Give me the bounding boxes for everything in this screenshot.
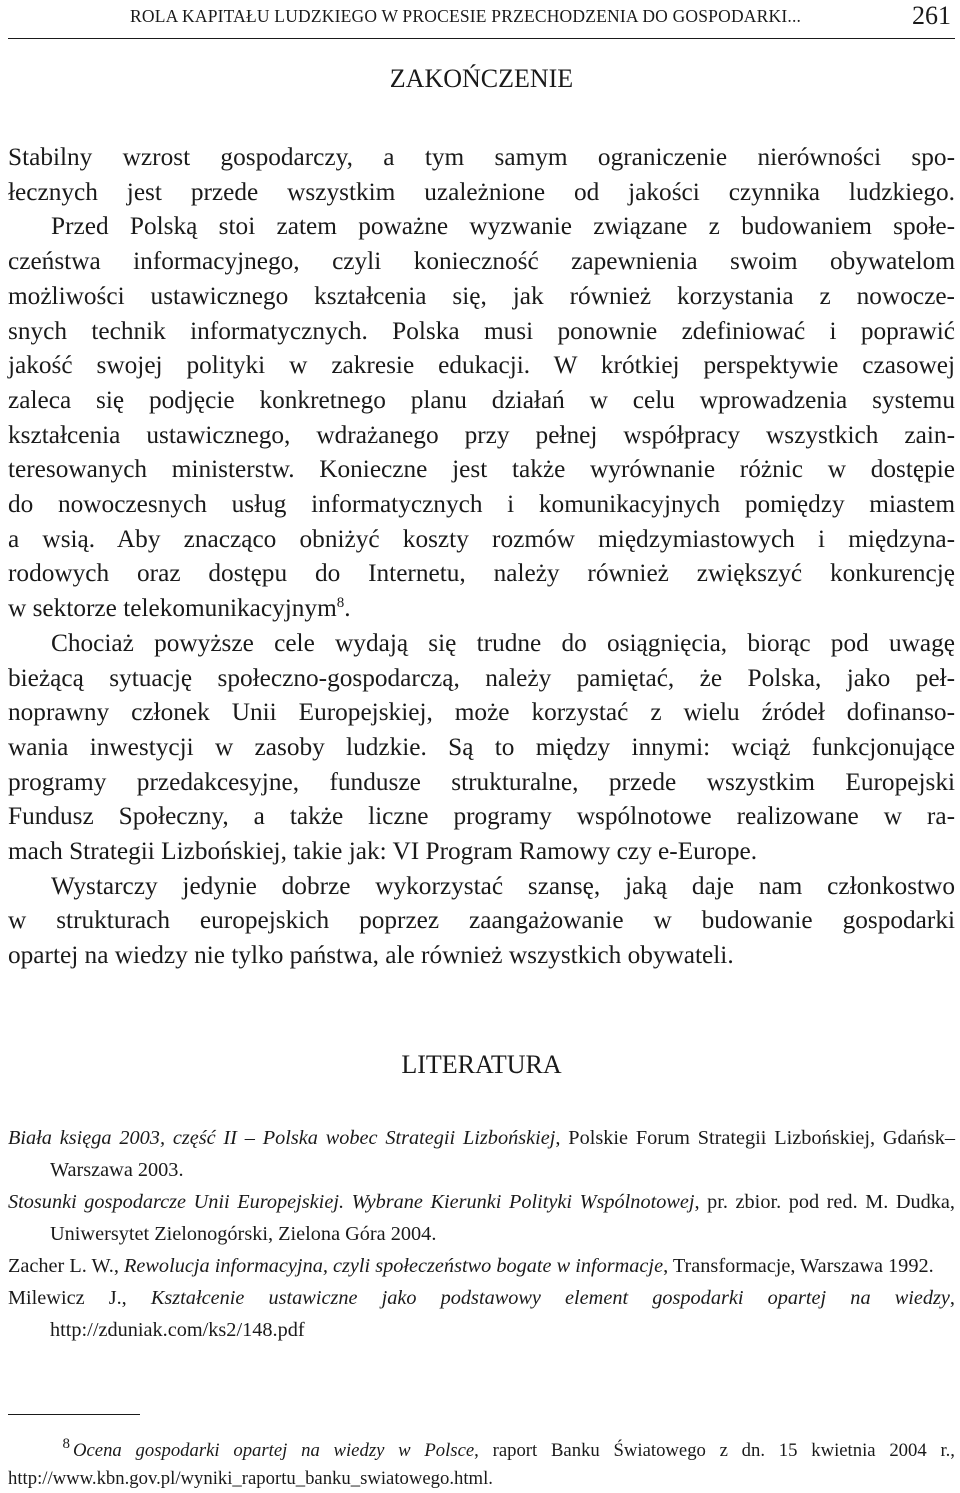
text-line: opartej na wiedzy nie tylko państwa, ale również wszystkich obywateli. [8, 941, 734, 970]
text-line: zaleca się podjęcie konkretnego planu działań w celu wprowadzenia systemu [8, 385, 955, 414]
text-line: Fundusz Społeczny, a także liczne programy wspólnotowe realizowane w ra- [8, 802, 955, 831]
text-line: noprawny członek Unii Europejskiej, może korzystać z wielu źródeł dofinanso- [8, 698, 955, 727]
footnote [8, 1430, 955, 1493]
ref-title: Biała księga 2003, część II – Polska wobec Strategii Lizbońskiej [8, 1127, 556, 1149]
footnote-number: 8 [62, 1436, 70, 1452]
text-line: Chociaż powyższe cele wydają się trudne do osiągnięcia, biorąc pod uwagę [51, 628, 955, 657]
footnote-marker [8, 1430, 73, 1465]
bibliography-entry [8, 1122, 955, 1186]
text-line: Wystarczy jedynie dobrze wykorzystać szansę, jaką daje nam członkostwo [51, 871, 955, 900]
text-line: do nowoczesnych usług informatycznych i komunikacyjnych pomiędzy miastem [8, 490, 955, 519]
text-line: Stabilny wzrost gospodarczy, a tym samym ograniczenie nierówności spo- [8, 143, 955, 171]
section-heading-literature: LITERATURA [401, 1050, 562, 1079]
footnote-ref[interactable]: 8 [336, 595, 345, 612]
running-title: ROLA KAPITAŁU LUDZKIEGO W PROCESIE PRZECHODZENIA DO GOSPODARKI... [130, 6, 802, 26]
paragraph-2 [8, 626, 955, 869]
bibliography-entry [8, 1250, 955, 1282]
bibliography [8, 1122, 955, 1346]
text-line: programy przedakcesyjne, fundusze strukturalne, przede wszystkim Europejski [8, 767, 955, 796]
footnote-divider [8, 1414, 140, 1415]
text-line: łecznych jest przede wszystkim uzależnione od jakości czynnika ludzkiego. [8, 177, 955, 206]
text-line: mach Strategii Lizbońskiej, takie jak: VI Program Ramowy czy e-Europe. [8, 837, 758, 866]
ref-author: Milewicz J., [8, 1287, 151, 1309]
ref-author: Zacher L. W., [8, 1255, 125, 1277]
ref-title: Stosunki gospodarcze Unii Europejskiej. Wybrane Kierunki Polityki Wspólnotowej [8, 1191, 695, 1213]
text-line: bieżącą sytuację społeczno-gospodarczą, należy pamiętać, że Polska, jako peł- [8, 663, 955, 692]
sentence-end: . [344, 594, 351, 623]
ref-details: , Polskie Forum Strategii Lizbońskiej, Gdańsk–Warszawa 2003. [50, 1127, 955, 1181]
footnote-title: Ocena gospodarki opartej na wiedzy w Polsce [73, 1440, 475, 1461]
text-line: teresowanych ministerstw. Konieczne jest także wyrównanie różnic w dostępie [8, 455, 955, 484]
text-line: jakość swojej polityki w zakresie edukacji. W krótkiej perspektywie czasowej [8, 351, 955, 380]
page-number: 261 [912, 1, 951, 30]
ref-details[interactable]: , http://zduniak.com/ks2/148.pdf [50, 1287, 955, 1341]
ref-title: Rewolucja informacyjna, czyli społeczeństwo bogate w informacje [124, 1255, 664, 1277]
bibliography-entry [8, 1282, 955, 1346]
ref-details: , Transformacje, Warszawa 1992. [663, 1255, 934, 1277]
bibliography-entry [8, 1186, 955, 1250]
text-line: rodowych oraz dostępu do Internetu, należy również zwiększyć konkurencję [8, 559, 955, 588]
text-line: kształcenia ustawicznego, wdrażanego przy pełnej współpracy wszystkich zain- [8, 420, 955, 449]
text-line: w strukturach europejskich poprzez zaangażowanie w budowanie gospodarki [8, 906, 955, 935]
running-header [8, 0, 955, 39]
text-line: czeństwa informacyjnego, czyli konieczność zapewnienia swoim obywatelom [8, 247, 955, 276]
ref-details: , pr. zbior. pod red. M. Dudka, Uniwersytet Zielonogórski, Zielona Góra 2004. [50, 1191, 955, 1245]
text-line: wania inwestycji w zasoby ludzkie. Są to między innymi: wciąż funkcjonujące [8, 732, 955, 761]
ref-title: Kształcenie ustawiczne jako podstawowy element gospodarki opartej na wiedzy [150, 1287, 950, 1309]
text-line: Przed Polską stoi zatem poważne wyzwanie związane z budowaniem społe- [51, 212, 955, 241]
paragraph-3 [8, 869, 955, 973]
text-line: w sektorze telekomunikacyjnym [8, 594, 337, 623]
section-heading-conclusion: ZAKOŃCZENIE [389, 64, 574, 93]
footnote-details: , raport Banku Światowego z dn. 15 kwietnia 2004 r., http://www.kbn.gov.pl/wyniki_raportu_banku_swiatowego.html. [8, 1440, 955, 1489]
text-line: a wsią. Aby znacząco obniżyć koszty rozmów międzymiastowych i międzyna- [8, 524, 955, 553]
text-line: możliwości ustawicznego kształcenia się, jak również korzystania z nowocze- [8, 281, 955, 310]
conclusion-body [8, 140, 955, 973]
text-line: snych technik informatycznych. Polska musi ponownie zdefiniować i poprawić [8, 316, 955, 345]
paragraph-1 [8, 140, 955, 626]
